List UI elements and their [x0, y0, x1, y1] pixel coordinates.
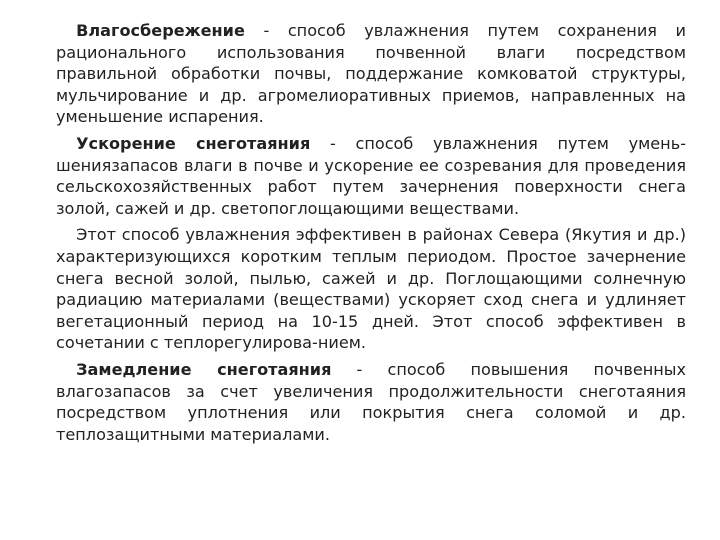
definition-snowmelt-acceleration: - способ увлажнения путем умень-шениязапасов влаги в почве и ускорение ее созревания для проведения сельскохозяйственных работ путем зачернения поверхности снега золой, сажей и др. светопоглощающими веществами. — [56, 133, 686, 218]
paragraph-snowmelt-slowdown — [56, 359, 686, 445]
text-north-regions: Этот способ увлажнения эффективен в районах Севера (Якутия и др.) характеризующихся коротким теплым периодом. Простое зачернение снега весной золой, пылью, сажей и др. Поглощающими солнечную радиацию материалами (веществами) ускоряет сход снега и удлиняет вегетационный период на 10-15 дней. Этот способ эффективен в сочетании с теплорегулирова-нием. — [56, 225, 686, 353]
definition-snowmelt-slowdown: - способ повышения почвенных влагозапасов за счет увеличения продолжительности снеготаяния посредством уплотнения или покрытия снега соломой и др. теплозащитными материалами. — [56, 359, 686, 444]
definition-water-saving: - способ увлажнения путем сохранения и рационального использования почвенной влаги посредством правильной обработки почвы, поддержание комковатой структуры, мульчирование и др. агромелиоративных приемов, направленных на уменьшение испарения. — [56, 21, 686, 127]
paragraph-snowmelt-acceleration — [56, 133, 686, 219]
term-snowmelt-acceleration: Ускорение снеготаяния — [76, 133, 311, 153]
term-snowmelt-slowdown: Замедление снеготаяния — [76, 359, 332, 379]
term-water-saving: Влагосбережение — [76, 21, 245, 40]
paragraph-north-regions — [56, 224, 686, 354]
slide-body — [56, 20, 686, 445]
paragraph-water-saving — [56, 20, 686, 128]
